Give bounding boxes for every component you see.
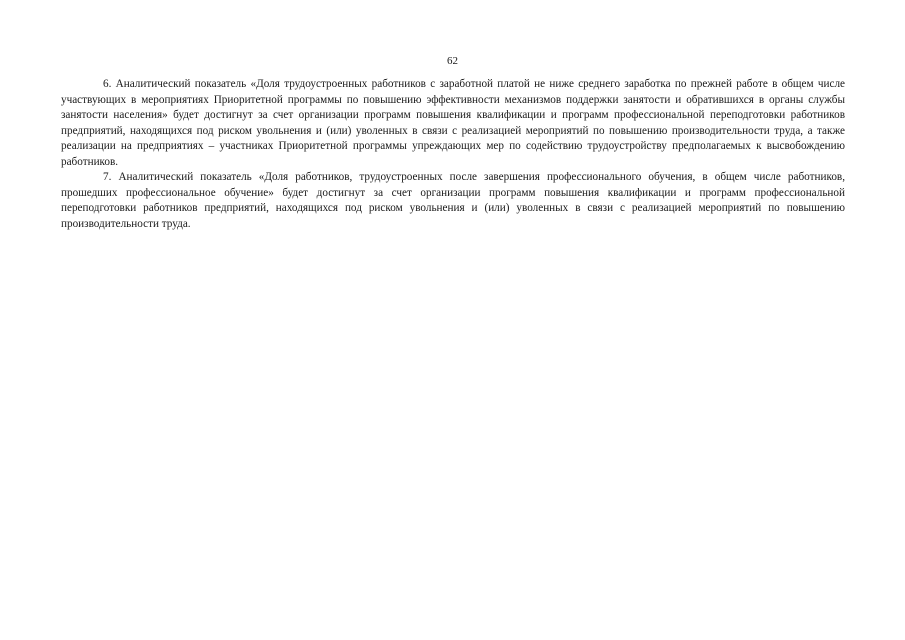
paragraph-7: 7. Аналитический показатель «Доля работников, трудоустроенных после завершения профессионального обучения, в общем числе работников, прошедших профессиональное обучение» будет достигнут за счет организации программ повышения квалификации и программ профессиональной переподготовки работников предприятий, находящихся под риском увольнения и (или) уволенных в связи с реализацией мероприятий по повышению производительности труда. bbox=[61, 171, 845, 230]
document-body bbox=[61, 77, 845, 232]
page-number: 62 bbox=[447, 55, 458, 67]
paragraph-6: 6. Аналитический показатель «Доля трудоустроенных работников с заработной платой не ниже среднего заработка по прежней работе в общем числе участвующих в мероприятиях Приоритетной программы по повышению эффективности механизмов поддержки занятости и обратившихся в органы службы занятости населения» будет достигнут за счет организации программ повышения квалификации и программ профессиональной переподготовки работников предприятий, находящихся под риском увольнения и (или) уволенных в связи с реализацией мероприятий по повышению производительности труда, а также реализации на предприятиях – участниках Приоритетной программы упреждающих мер по содействию трудоустройству предполагаемых к высвобождению работников. bbox=[61, 78, 845, 168]
